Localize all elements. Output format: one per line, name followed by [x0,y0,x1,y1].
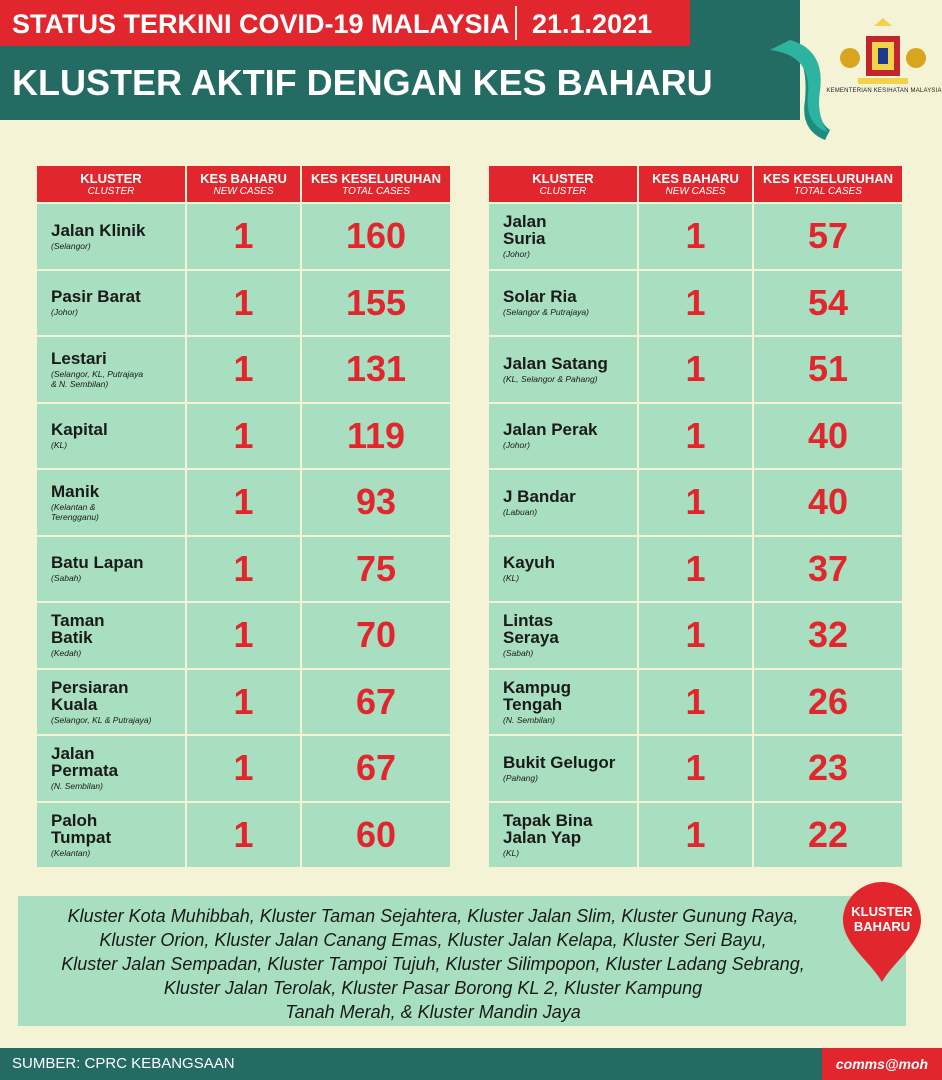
badge-line-2: BAHARU [853,919,911,934]
cluster-name: Tapak Bina Jalan Yap [503,810,593,847]
new-clusters-box [18,896,906,1026]
cluster-state: (Johor) [503,249,530,260]
header [0,0,942,140]
cluster-cell [489,803,637,868]
cluster-cell [489,603,637,668]
cluster-name: Taman Batik [51,611,105,648]
table-row [489,470,902,535]
col-total-ms: KES KESELURUHAN [762,170,893,186]
col-total-cases [302,166,450,202]
total-cases-cell: 57 [754,204,902,269]
new-cases-cell: 1 [639,204,752,269]
new-clusters-line: Kluster Jalan Sempadan, Kluster Tampoi Tujuh, Kluster Silimpopon, Kluster Ladang Sebrang, [61,954,805,974]
new-cases-cell: 1 [639,404,752,469]
cluster-state: (Kedah) [51,648,82,659]
total-cases-cell: 119 [302,404,450,469]
new-cases-cell: 1 [639,271,752,336]
cluster-cell [37,670,185,735]
cluster-name: Jalan Permata [51,744,119,781]
col-new-cases [639,166,752,202]
total-cases-cell: 23 [754,736,902,801]
new-cases-cell: 1 [639,736,752,801]
table-row [489,271,902,336]
table-row [489,404,902,469]
cluster-name: Kapital [51,420,108,440]
cluster-state: (Sabah) [51,573,82,584]
col-new-cases [187,166,300,202]
cluster-table-left [37,166,450,867]
cluster-name: J Bandar [503,486,576,506]
total-cases-cell: 22 [754,803,902,868]
new-cases-cell: 1 [639,670,752,735]
new-cases-cell: 1 [187,470,300,535]
cluster-cell [37,537,185,602]
cluster-cell [37,803,185,868]
table-row [37,603,450,668]
cluster-cell [489,470,637,535]
total-cases-cell: 93 [302,470,450,535]
table-row [37,204,450,269]
table-row [37,404,450,469]
cluster-state: (Kelantan) [51,847,91,858]
total-cases-cell: 155 [302,271,450,336]
new-clusters-text [18,904,848,1024]
cluster-cell [37,404,185,469]
cluster-name: Lestari [51,348,107,368]
cluster-state: (Selangor) [51,240,91,251]
table-row [37,736,450,801]
cluster-state: (Selangor, KL, Putrajaya & N. Sembilan) [51,368,144,389]
cluster-state: (N. Sembilan) [51,781,103,792]
cluster-cell [37,603,185,668]
cluster-state: (Kelantan & Terengganu) [51,501,99,522]
cluster-table-right [489,166,902,867]
total-cases-cell: 37 [754,537,902,602]
new-cases-cell: 1 [187,736,300,801]
cluster-cell [489,204,637,269]
col-cluster-en: CLUSTER [87,185,135,197]
total-cases-cell: 32 [754,603,902,668]
col-cluster [37,166,185,202]
col-new-en: NEW CASES [665,185,726,197]
total-cases-cell: 51 [754,337,902,402]
table-header [489,166,902,202]
new-clusters-line: Kluster Jalan Terolak, Kluster Pasar Borong KL 2, Kluster Kampung [163,978,703,998]
cluster-state: (Pahang) [503,772,538,783]
cluster-name: Manik [51,481,100,501]
cluster-name: Lintas Seraya [503,611,559,648]
cluster-name: Bukit Gelugor [503,752,616,772]
new-cases-cell: 1 [187,204,300,269]
total-cases-cell: 60 [302,803,450,868]
cluster-cell [489,537,637,602]
cluster-cell [489,670,637,735]
page-title: KLUSTER AKTIF DENGAN KES BAHARU [12,62,713,103]
cluster-cell [489,736,637,801]
source-label: SUMBER: CPRC KEBANGSAAN [12,1055,235,1072]
col-cluster-en: CLUSTER [539,185,587,197]
table-row [37,470,450,535]
cluster-name: Jalan Klinik [51,220,146,240]
cluster-state: (Labuan) [503,506,538,517]
col-total-en: TOTAL CASES [794,185,862,197]
footer [0,1048,942,1080]
cluster-name: Kampug Tengah [503,677,571,714]
total-cases-cell: 75 [302,537,450,602]
new-clusters-line: Kluster Kota Muhibbah, Kluster Taman Sejahtera, Kluster Jalan Slim, Kluster Gunung Raya, [67,906,799,926]
cluster-name: Pasir Barat [51,287,141,307]
cluster-name: Paloh Tumpat [51,810,112,847]
new-cluster-badge [843,904,921,934]
table-row [37,670,450,735]
cluster-state: (Selangor & Putrajaya) [503,307,589,318]
cluster-cell [489,337,637,402]
new-cases-cell: 1 [187,337,300,402]
new-cases-cell: 1 [639,537,752,602]
cluster-cell [489,404,637,469]
cluster-name: Kayuh [503,553,555,573]
cluster-name: Jalan Perak [503,420,598,440]
page-curl-icon [770,40,830,140]
table-header [37,166,450,202]
total-cases-cell: 70 [302,603,450,668]
table-row [489,736,902,801]
cluster-name: Persiaran Kuala [51,677,129,714]
ministry-label: KEMENTERIAN KESIHATAN MALAYSIA [826,88,942,94]
table-row [37,271,450,336]
col-total-en: TOTAL CASES [342,185,410,197]
total-cases-cell: 131 [302,337,450,402]
total-cases-cell: 54 [754,271,902,336]
date-label: 21.1.2021 [532,9,653,39]
new-cases-cell: 1 [187,271,300,336]
col-new-en: NEW CASES [213,185,274,197]
cluster-cell [37,736,185,801]
cluster-cell [37,271,185,336]
cluster-state: (Johor) [503,440,530,451]
table-row [489,670,902,735]
table-row [37,537,450,602]
new-cases-cell: 1 [187,803,300,868]
col-total-cases [754,166,902,202]
col-total-ms: KES KESELURUHAN [310,170,441,186]
total-cases-cell: 160 [302,204,450,269]
new-cases-cell: 1 [639,603,752,668]
total-cases-cell: 40 [754,404,902,469]
new-cases-cell: 1 [187,404,300,469]
cluster-state: (KL) [503,573,520,584]
cluster-state: (KL, Selangor & Pahang) [503,373,598,384]
col-cluster [489,166,637,202]
total-cases-cell: 67 [302,670,450,735]
cluster-name: Batu Lapan [51,553,144,573]
col-cluster-ms: KLUSTER [80,170,142,186]
cluster-state: (KL) [51,440,68,451]
col-new-ms: KES BAHARU [652,170,739,186]
cluster-name: Jalan Suria [503,212,547,249]
cluster-state: (N. Sembilan) [503,714,555,725]
new-cases-cell: 1 [187,603,300,668]
total-cases-cell: 67 [302,736,450,801]
cluster-cell [37,337,185,402]
table-row [489,204,902,269]
new-cases-cell: 1 [639,803,752,868]
cluster-cell [489,271,637,336]
cluster-name: Solar Ria [503,287,577,307]
total-cases-cell: 26 [754,670,902,735]
brand-tag: comms@moh [822,1048,942,1080]
table-row [37,337,450,402]
table-body [37,204,450,867]
col-new-ms: KES BAHARU [200,170,287,186]
cluster-cell [37,204,185,269]
table-row [489,603,902,668]
new-cases-cell: 1 [187,670,300,735]
status-title: STATUS TERKINI COVID-19 MALAYSIA [12,9,510,39]
cluster-state: (KL) [503,847,520,858]
cluster-state: (Selangor, KL & Putrajaya) [51,714,152,725]
table-body [489,204,902,867]
new-cases-cell: 1 [187,537,300,602]
new-clusters-line: Tanah Merah, & Kluster Mandin Jaya [285,1002,581,1022]
total-cases-cell: 40 [754,470,902,535]
new-clusters-line: Kluster Orion, Kluster Jalan Canang Emas, Kluster Jalan Kelapa, Kluster Seri Bayu, [99,930,767,950]
badge-line-1: KLUSTER [851,904,913,919]
new-cases-cell: 1 [639,470,752,535]
cluster-cell [37,470,185,535]
cluster-state: (Johor) [51,307,78,318]
table-row [37,803,450,868]
new-cases-cell: 1 [639,337,752,402]
col-cluster-ms: KLUSTER [532,170,594,186]
table-row [489,337,902,402]
table-row [489,803,902,868]
table-row [489,537,902,602]
coat-of-arms-icon [838,18,928,88]
cluster-name: Jalan Satang [503,353,608,373]
cluster-state: (Sabah) [503,648,534,659]
